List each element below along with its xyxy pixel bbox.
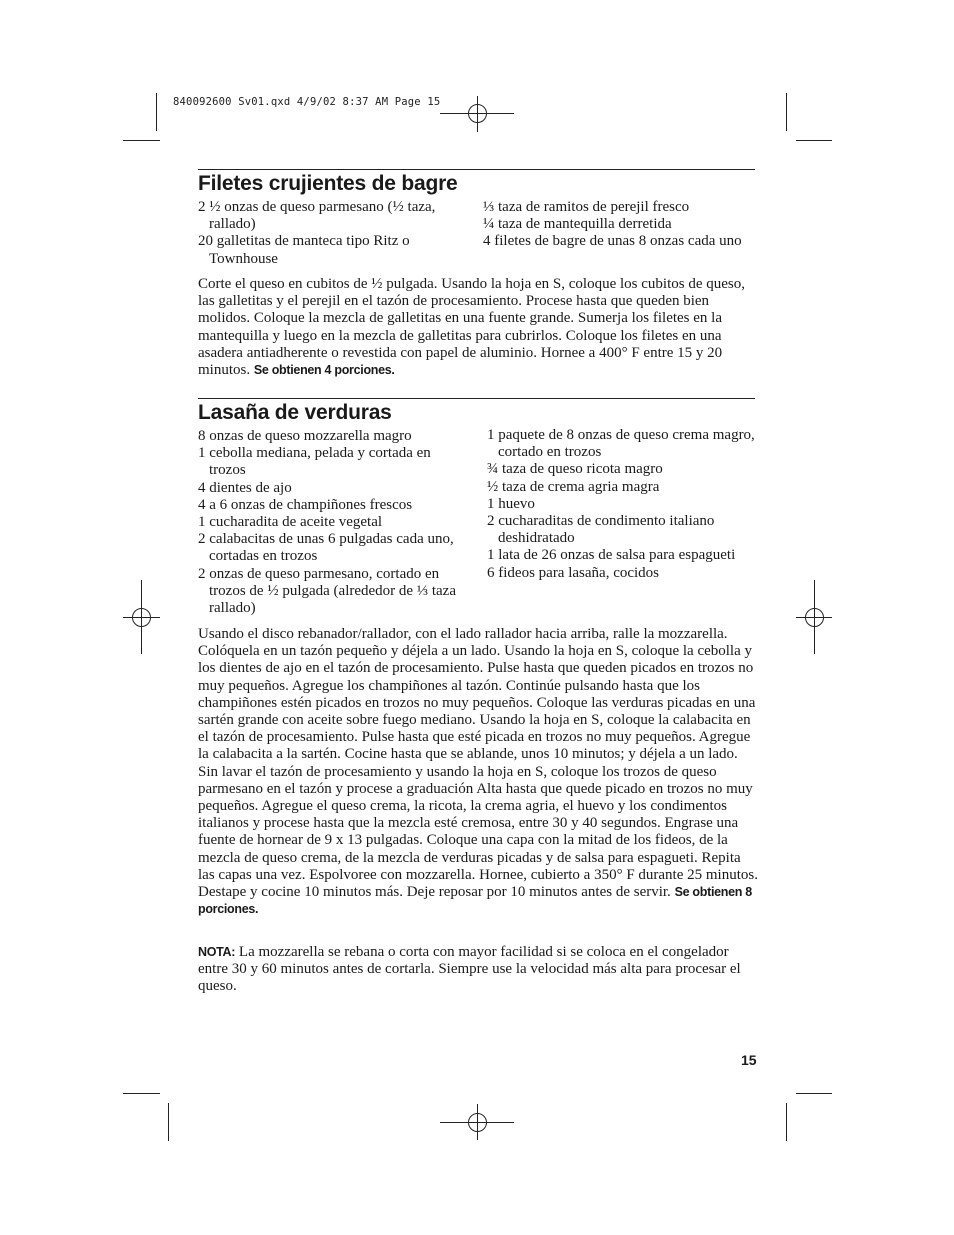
ingredient-item: 6 fideos para lasaña, cocidos [487,564,660,581]
section-rule [198,398,755,399]
yield-text: Se obtienen 8 porciones. [198,885,752,917]
ingredient-item: 2 onzas de queso parmesano, cortado en trozos de ½ pulgada (alrededor de ⅓ taza rallado) [198,565,456,617]
ingredient-item: 2 calabacitas de unas 6 pulgadas cada uno, cortadas en trozos [198,531,454,565]
recipe-instructions [198,626,758,918]
ingredient-item: 4 a 6 onzas de champiñones frescos [198,496,413,513]
ingredient-item: ½ taza de crema agria magra [487,478,660,495]
recipe-title: Filetes crujientes de bagre [198,172,458,195]
ingredient-item: 4 dientes de ajo [198,479,292,496]
instructions-text: Usando el disco rebanador/rallador, con el lado rallador hacia arriba, ralle la mozzarella. Colóquela en un tazón pequeño y déjela a un lado. Usando la hoja en S, coloque la cebolla y los dientes de ajo en el tazón de procesamiento. Pulse hasta que queden picados en trozos no muy pequeños. Agregue los champiñones al tazón. Continúe pulsando hasta que los champiñones estén picados en trozos no muy pequeños. Coloque las verduras picadas en una sartén grande con aceite sobre fuego mediano. Usando la hoja en S, coloque la calabacita en el tazón de procesamiento. Pulse hasta que esté picada en trozos no muy pequeños. Agregue la calabacita a la sartén. Cocine hasta que se ablande, unos 10 minutos; y déjela a un lado. Sin lavar el tazón de procesamiento y usando la hoja en S, coloque los trozos de queso parmesano en el tazón y procese a graduación Alta hasta que quede picado en trozos no muy pequeños. Agregue el queso crema, la ricota, la crema agria, el huevo y los condimentos italianos y procese hasta que la mezcla esté cremosa, entre 30 y 40 segundos. Engrase una fuente de hornear de 9 x 13 pulgadas. Coloque una capa con la mitad de los fideos, de la mezcla de queso crema, de la mezcla de verduras picadas y de salsa para espagueti. Repita las capas una vez. Espolvoree con mozzarella. Hornee, cubierto a 350° F durante 25 minutos. Destape y cocine 10 minutos más. Deje reposar por 10 minutos antes de servir. [198,626,758,901]
ingredient-item: 1 huevo [487,495,535,512]
recipe-note [198,944,758,996]
ingredient-item: ⅓ taza de ramitos de perejil fresco [483,199,690,215]
yield-text: Se obtienen 4 porciones. [253,363,395,378]
ingredient-item: 1 lata de 26 onzas de salsa para espagueti [487,547,736,564]
note-text: La mozzarella se rebana o corta con mayor facilidad si se coloca en el congelador entre 30 y 60 minutos antes de cortarla. Siempre use la velocidad más alta para procesar el queso. [198,944,741,995]
ingredient-item: 20 galletitas de manteca tipo Ritz o Townhouse [198,233,410,267]
note-label: NOTA: [198,945,236,959]
ingredient-item: 2 cucharaditas de condimento italiano deshidratado [487,513,715,547]
ingredient-item: 8 onzas de queso mozzarella magro [198,428,412,444]
page-number: 15 [741,1052,757,1068]
ingredient-item: 1 paquete de 8 onzas de queso crema magro, cortado en trozos [487,427,755,461]
recipe-title: Lasaña de verduras [198,401,392,424]
recipe-instructions [198,276,758,379]
instructions-text: Corte el queso en cubitos de ½ pulgada. Usando la hoja en S, coloque los cubitos de queso, las galletitas y el perejil en el tazón de procesamiento. Procese hasta que queden bien molidos. Coloque la mezcla de galletitas en una fuente grande. Sumerja los filetes en la mantequilla y luego en la mezcla de galletitas para cubrirlos. Coloque los filetes en una asadera antiadherente o revestida con papel de aluminio. Hornee a 400° F entre 15 y 20 minutos. [198,276,745,379]
section-rule [198,169,755,170]
ingredient-item: 2 ½ onzas de queso parmesano (½ taza, rallado) [198,199,436,233]
ingredient-item: 1 cebolla mediana, pelada y cortada en trozos [198,445,431,479]
ingredient-item: ¾ taza de queso ricota magro [487,461,663,478]
ingredient-item: 1 cucharadita de aceite vegetal [198,514,383,531]
ingredient-item: 4 filetes de bagre de unas 8 onzas cada uno [483,233,742,250]
ingredient-item: ¼ taza de mantequilla derretida [483,216,672,233]
file-slug: 840092600 Sv01.qxd 4/9/02 8:37 AM Page 15 [173,96,441,108]
